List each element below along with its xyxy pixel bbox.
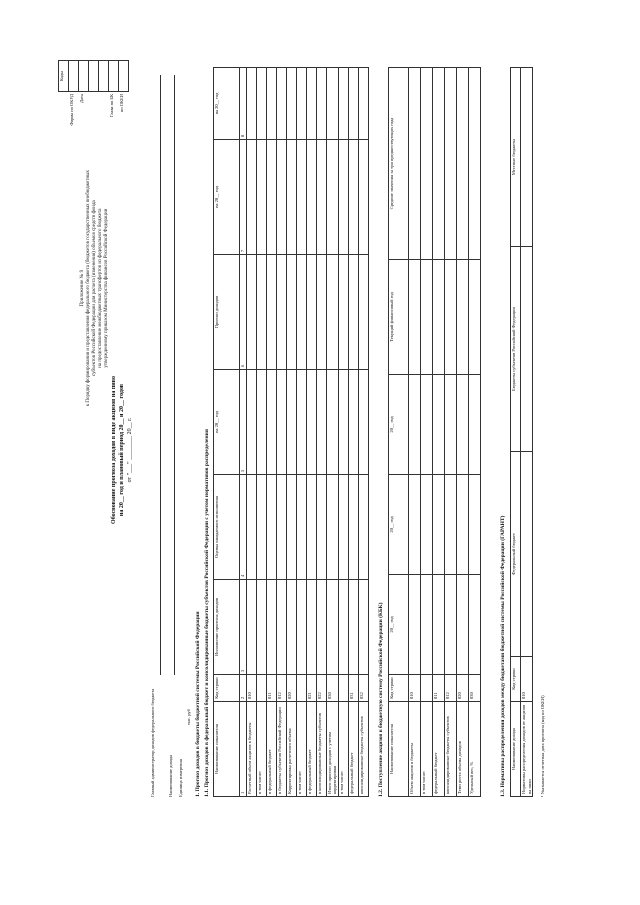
value-cell[interactable] — [246, 475, 256, 580]
col-header: Местные бюджеты — [511, 68, 521, 247]
col-header: Текущий финансовый год — [389, 260, 409, 375]
income-label: Наименование дохода — [168, 754, 173, 797]
col-header: Исполнение прогноза доходов — [214, 580, 240, 675]
value-cell[interactable] — [286, 140, 296, 255]
value-cell[interactable] — [348, 580, 358, 675]
value-cell[interactable] — [421, 575, 433, 675]
col-header: Средние значения за три предшествующих года — [389, 68, 409, 260]
col-number: 1 — [240, 702, 247, 797]
value-cell[interactable] — [358, 255, 368, 370]
value-cell[interactable] — [296, 475, 306, 580]
row-name: Нормативы распределения доходов от акцизов на пиво — [521, 702, 533, 797]
row-name: федеральный бюджет — [348, 702, 358, 797]
table-row — [296, 68, 306, 797]
row-code: 012 — [276, 675, 286, 702]
value-cell[interactable] — [306, 475, 316, 580]
value-cell[interactable] — [433, 260, 445, 375]
value-cell[interactable] — [457, 575, 469, 675]
value-cell[interactable] — [286, 475, 296, 580]
value-cell[interactable] — [348, 68, 358, 140]
row-code: 011 — [266, 675, 276, 702]
value-cell[interactable] — [348, 140, 358, 255]
codes-heading: Коды — [59, 61, 69, 92]
value-cell[interactable] — [326, 255, 338, 370]
row-name: Темп роста объема доходов — [457, 702, 469, 797]
value-cell[interactable] — [286, 68, 296, 140]
admin-label: Главный администратор доходов федерального бюджета — [150, 688, 155, 797]
footnote: ¹ Указывается отчетная дата прогноза (код по ОКЕИ) — [540, 695, 545, 797]
value-cell[interactable] — [296, 68, 306, 140]
value-cell[interactable] — [256, 255, 266, 370]
form-okud-cell[interactable] — [69, 61, 79, 92]
value-cell[interactable] — [348, 370, 358, 475]
table-row — [358, 68, 368, 797]
section-1-title: 1. Прогноз доходов в бюджеты бюджетной системы Российской Федерации — [195, 611, 201, 797]
col-number: 2 — [240, 675, 247, 702]
value-cell[interactable] — [409, 375, 421, 475]
col-header: 20__ год — [389, 575, 409, 675]
date-label: Дата — [78, 94, 84, 103]
forecast-rows — [246, 68, 368, 797]
table-row — [266, 68, 276, 797]
table-row — [421, 68, 433, 797]
value-cell[interactable] — [338, 580, 348, 675]
value-cell[interactable] — [457, 260, 469, 375]
row-code: 022 — [316, 675, 326, 702]
value-cell[interactable] — [469, 375, 481, 475]
value-cell[interactable] — [348, 255, 358, 370]
table-row — [338, 68, 348, 797]
value-cell[interactable] — [457, 375, 469, 475]
codes-box — [58, 60, 129, 136]
row-name: консолидированные бюджеты субъектов — [445, 702, 457, 797]
table-forecast — [213, 67, 369, 797]
glava-label: Глава по БК — [108, 94, 114, 118]
row-name: в федеральный бюджет — [266, 702, 276, 797]
value-cell[interactable] — [326, 580, 338, 675]
value-cell[interactable] — [316, 475, 326, 580]
value-cell[interactable] — [421, 375, 433, 475]
value-cell[interactable] — [326, 370, 338, 475]
row-name: Удельный вес, % — [469, 702, 481, 797]
title-date: от "___" ________ 20__ г. — [127, 417, 133, 483]
value-cell[interactable] — [338, 370, 348, 475]
row-code: 010 — [409, 675, 421, 702]
row-code — [338, 675, 348, 702]
value-cell[interactable] — [266, 255, 276, 370]
row-name: в том числе: — [338, 702, 348, 797]
value-cell[interactable] — [338, 255, 348, 370]
value-cell[interactable] — [316, 580, 326, 675]
okei-cell[interactable] — [119, 61, 129, 92]
value-cell[interactable] — [296, 255, 306, 370]
col-header: Федеральный бюджет — [511, 452, 521, 657]
value-cell[interactable] — [409, 68, 421, 260]
value-cell[interactable] — [276, 255, 286, 370]
table-row — [445, 68, 457, 797]
value-cell[interactable] — [433, 475, 445, 575]
row-name: в том числе: — [296, 702, 306, 797]
row-code: 021 — [306, 675, 316, 702]
value-cell[interactable] — [469, 575, 481, 675]
row-code: 011 — [433, 675, 445, 702]
row-code: 030 — [326, 675, 338, 702]
section-12-title: 1.2. Поступление акцизов в бюджетную систему Российской Федерации (КБК) — [378, 602, 384, 797]
unit-label: Единица измерения — [178, 759, 183, 797]
col-header: Наименование дохода — [511, 702, 521, 797]
value-cell[interactable] — [246, 140, 256, 255]
value-cell[interactable] — [266, 580, 276, 675]
value-cell[interactable] — [433, 68, 445, 260]
value-cell[interactable] — [276, 68, 286, 140]
value-cell[interactable] — [409, 475, 421, 575]
value-cell[interactable] — [306, 370, 316, 475]
row-name: в том числе: — [256, 702, 266, 797]
value-cell[interactable] — [457, 475, 469, 575]
col-header: Код строки — [511, 657, 521, 702]
value-cell[interactable] — [296, 140, 306, 255]
value-cell[interactable] — [276, 475, 286, 580]
row-code: 032 — [358, 675, 368, 702]
value-cell[interactable] — [348, 475, 358, 580]
value-cell[interactable] — [358, 370, 368, 475]
col-number: 5 — [240, 370, 247, 475]
value-cell[interactable] — [445, 375, 457, 475]
value-cell[interactable] — [256, 68, 266, 140]
appendix-line: утвержденному приказом Министерства финансов Российской Федерации — [104, 208, 109, 368]
appendix-header — [80, 170, 110, 406]
table-row — [457, 68, 469, 797]
section-11-title: 1.1. Прогноз доходов в федеральный бюджет и консолидированные бюджеты субъектов Российской Федерации с учетом нормативов распределения — [204, 429, 210, 797]
table-norms — [510, 67, 533, 797]
value-cell[interactable] — [457, 68, 469, 260]
col-header: 20__ год — [389, 475, 409, 575]
value-cell[interactable] — [266, 370, 276, 475]
admin-line — [160, 75, 161, 675]
appendix-line: к Порядку формирования и представления федерального бюджета (бюджетов государственных внебюджетных — [86, 170, 91, 407]
value-cell[interactable] — [521, 68, 533, 247]
row-code: 010 — [246, 675, 256, 702]
value-cell[interactable] — [276, 370, 286, 475]
table-row — [246, 68, 256, 797]
value-cell[interactable] — [286, 370, 296, 475]
row-name: в федеральный бюджет — [306, 702, 316, 797]
table-row — [306, 68, 316, 797]
value-cell[interactable] — [433, 575, 445, 675]
okei-label: по ОКЕИ — [118, 94, 124, 113]
table-row — [409, 68, 421, 797]
value-cell[interactable] — [306, 68, 316, 140]
date-cell[interactable] — [79, 61, 89, 92]
row-name: Корректировка расчетного объема — [286, 702, 296, 797]
value-cell[interactable] — [246, 255, 256, 370]
value-cell[interactable] — [286, 255, 296, 370]
table-row — [521, 68, 533, 797]
row-code — [256, 675, 266, 702]
row-name: консолидированные бюджеты субъектов — [358, 702, 368, 797]
table-row — [286, 68, 296, 797]
row-code: 020 — [286, 675, 296, 702]
receipts-rows — [409, 68, 481, 797]
row-code: 010 — [521, 657, 533, 702]
value-cell[interactable] — [246, 370, 256, 475]
value-cell[interactable] — [256, 370, 266, 475]
row-name: в консолидированные бюджеты субъектов — [316, 702, 326, 797]
appendix-number: Приложение № 9 — [80, 269, 85, 307]
value-cell[interactable] — [421, 260, 433, 375]
table-row — [256, 68, 266, 797]
value-cell[interactable] — [266, 475, 276, 580]
value-cell[interactable] — [469, 475, 481, 575]
col-header: Наименование показателя — [214, 702, 240, 797]
table-row — [433, 68, 445, 797]
value-cell[interactable] — [445, 68, 457, 260]
row-name: Расчетный объем акцизов в бюджеты — [246, 702, 256, 797]
value-cell[interactable] — [266, 68, 276, 140]
value-cell[interactable] — [421, 475, 433, 575]
value-cell[interactable] — [316, 255, 326, 370]
value-cell[interactable] — [521, 452, 533, 657]
blank-cell[interactable] — [89, 61, 99, 92]
value-cell[interactable] — [306, 255, 316, 370]
row-name: Объем акцизов в бюджеты — [409, 702, 421, 797]
value-cell[interactable] — [326, 475, 338, 580]
appendix-line: субъектов Российской Федерации для расчета (изменения) объемов средств фонда — [92, 200, 97, 377]
value-cell[interactable] — [338, 140, 348, 255]
value-cell[interactable] — [433, 375, 445, 475]
value-cell[interactable] — [306, 580, 316, 675]
value-cell[interactable] — [338, 475, 348, 580]
value-cell[interactable] — [445, 260, 457, 375]
row-code: 030 — [469, 675, 481, 702]
col-header: 20__ год — [389, 375, 409, 475]
value-cell[interactable] — [445, 475, 457, 575]
value-cell[interactable] — [256, 475, 266, 580]
blank-cell[interactable] — [99, 61, 109, 92]
col-number: 3 — [240, 580, 247, 675]
value-cell[interactable] — [246, 580, 256, 675]
col-header: Прогноз доходов — [214, 255, 240, 370]
value-cell[interactable] — [316, 370, 326, 475]
value-cell[interactable] — [338, 68, 348, 140]
row-name: Итого прогноз доходов с учетом корректировки — [326, 702, 338, 797]
value-cell[interactable] — [276, 580, 286, 675]
value-cell[interactable] — [286, 580, 296, 675]
value-cell[interactable] — [296, 580, 306, 675]
col-header: Код строки — [389, 675, 409, 702]
col-number: 7 — [240, 140, 247, 255]
value-cell[interactable] — [358, 475, 368, 580]
value-cell[interactable] — [409, 575, 421, 675]
table-row — [316, 68, 326, 797]
col-header: на 20__ год — [214, 140, 240, 255]
table-row — [348, 68, 358, 797]
col-number: 6 — [240, 255, 247, 370]
value-cell[interactable] — [421, 68, 433, 260]
row-code: 031 — [348, 675, 358, 702]
title-line2: на 20__ год и плановый период 20__ и 20__ годов — [119, 383, 125, 517]
norms-rows — [521, 68, 533, 797]
row-name: в бюджеты субъектов Российской Федерации — [276, 702, 286, 797]
row-code: 020 — [457, 675, 469, 702]
value-cell[interactable] — [469, 68, 481, 260]
value-cell[interactable] — [521, 247, 533, 452]
table-row — [469, 68, 481, 797]
value-cell[interactable] — [256, 140, 266, 255]
row-code: 012 — [445, 675, 457, 702]
value-cell[interactable] — [409, 260, 421, 375]
value-cell[interactable] — [358, 68, 368, 140]
col-header: Бюджеты субъектов Российской Федерации — [511, 247, 521, 452]
glava-cell[interactable] — [109, 61, 119, 92]
row-code — [421, 675, 433, 702]
value-cell[interactable] — [316, 68, 326, 140]
col-number: 8 — [240, 68, 247, 140]
value-cell[interactable] — [266, 140, 276, 255]
table-row — [276, 68, 286, 797]
col-number: 4 — [240, 475, 247, 580]
value-cell[interactable] — [306, 140, 316, 255]
unit-value: тыс. руб — [186, 709, 191, 725]
title-line1: Обоснование прогноза доходов в виде акцизов на пиво — [111, 376, 117, 524]
value-cell[interactable] — [296, 370, 306, 475]
appendix-line: на предоставление межбюджетных трансфертов из федерального бюджета — [98, 208, 103, 368]
col-header: Код строки — [214, 675, 240, 702]
value-cell[interactable] — [445, 575, 457, 675]
col-header: на 20__ год — [214, 68, 240, 140]
value-cell[interactable] — [326, 68, 338, 140]
income-line — [174, 75, 175, 675]
value-cell[interactable] — [358, 140, 368, 255]
value-cell[interactable] — [358, 580, 368, 675]
value-cell[interactable] — [256, 580, 266, 675]
col-header: на 20__ год — [214, 370, 240, 475]
col-header: Наименование показателя — [389, 702, 409, 797]
table-receipts — [388, 67, 481, 797]
col-header: Оценка ожидаемого исполнения — [214, 475, 240, 580]
section-13-title: 1.3. Нормативы распределения доходов между бюджетами бюджетной системы Российской Федерации (ГАРАНТ) — [500, 515, 506, 797]
form-title — [110, 325, 134, 575]
row-name: в том числе: — [421, 702, 433, 797]
table-row — [326, 68, 338, 797]
row-code — [296, 675, 306, 702]
value-cell[interactable] — [469, 260, 481, 375]
row-name: федеральный бюджет — [433, 702, 445, 797]
value-cell[interactable] — [246, 68, 256, 140]
value-cell[interactable] — [326, 140, 338, 255]
form-okud-label: Форма по ОКУД — [68, 94, 74, 126]
value-cell[interactable] — [316, 140, 326, 255]
value-cell[interactable] — [276, 140, 286, 255]
